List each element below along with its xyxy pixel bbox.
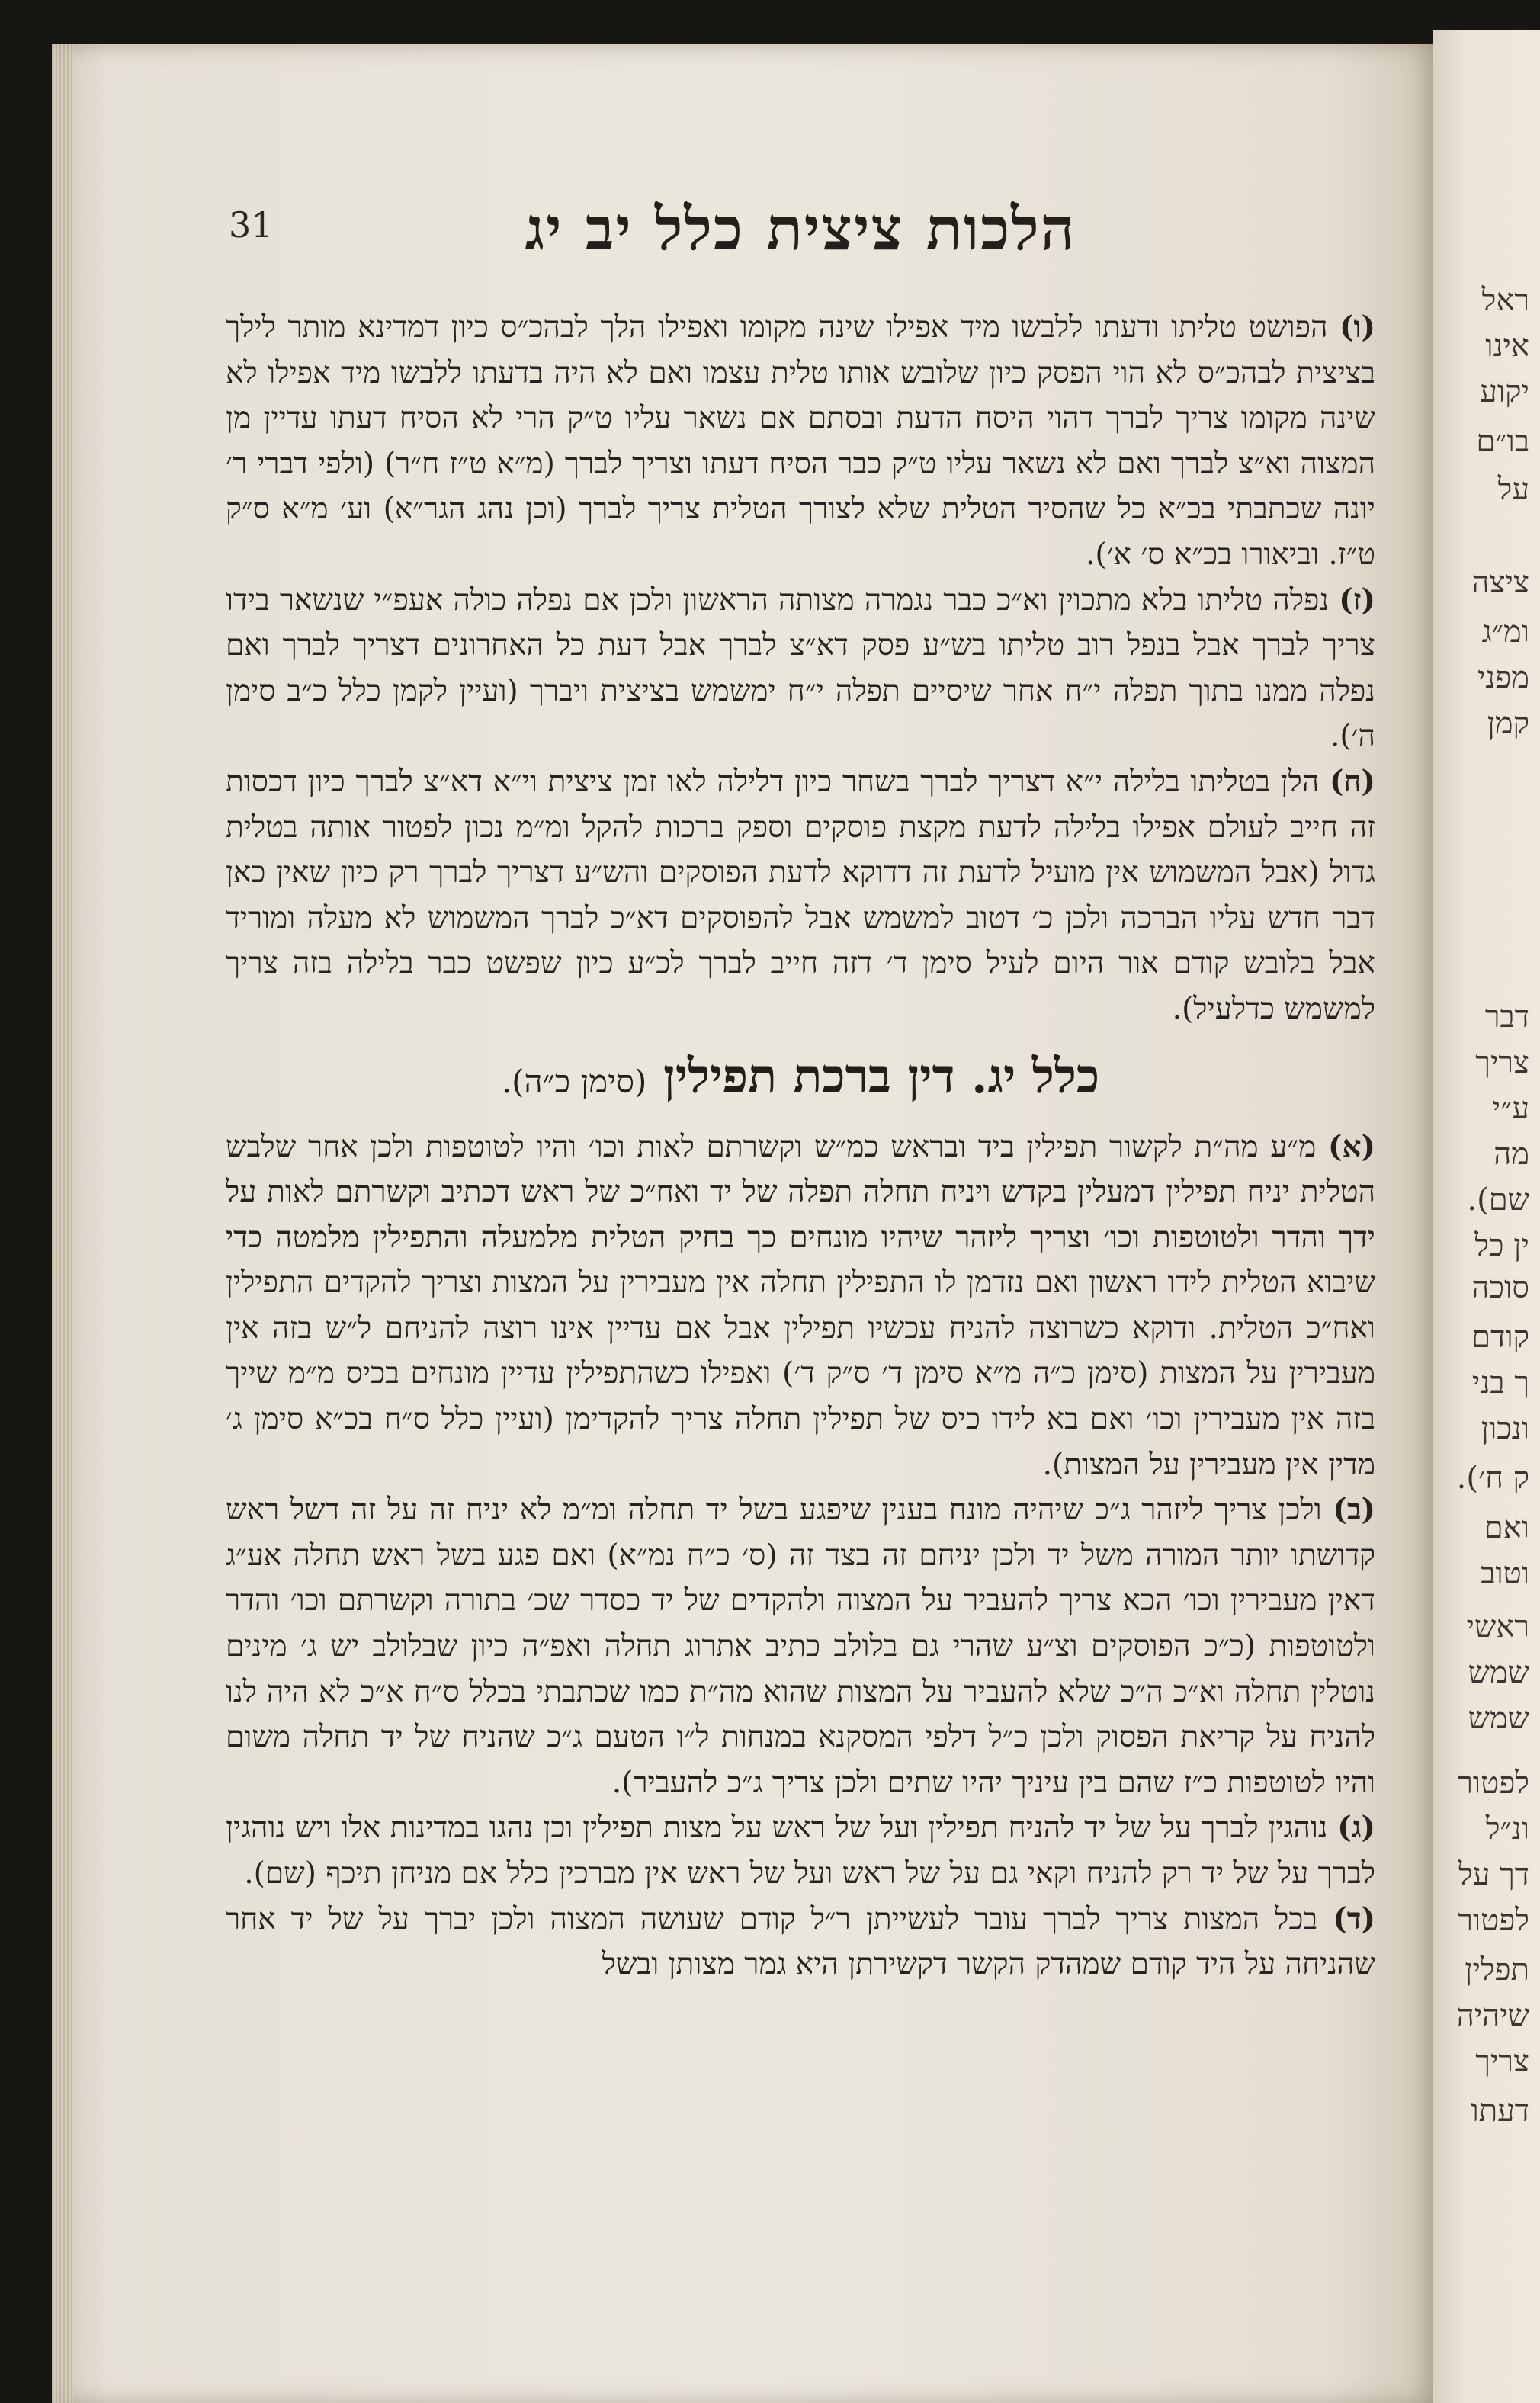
facing-page-fragment: ק ח׳). — [1456, 1461, 1529, 1496]
paragraph-mark: (ד) — [1333, 1901, 1375, 1936]
section-heading-text: כלל יג. דין ברכת תפילין — [663, 1048, 1100, 1104]
facing-page-fragment: דך על — [1458, 1857, 1529, 1892]
page-title: הלכות ציצית כלל יב יג — [525, 194, 1076, 264]
paragraph-text: ולכן צריך ליזהר ג״כ שיהיה מונח בענין שיפגע בשל יד תחלה ומ״מ לא יניח זה על זה דשל ראש קדושתו יותר המורה משל יד ולכן יניחם זה בצד זה (ס׳ כ״ח נמ״א) ואם פגע בשל ראש תחלה אע״ג דאין מעבירין וכו׳ הכא צריך להעביר על המצוה ולהקדים של יד כסדר שכ׳ בתורה וקשרתם וכו׳ והדר ולטוטפות (כ״כ הפוסקים וצ״ע שהרי גם בלולב כתיב אתרוג תחלה ואפ״ה כיון שבלולב יש ג׳ מינים נוטלין תחלה וא״כ ה״כ שלא להעביר על המצות שהוא מה״ת כמו שכתבתי בכלל ס״ח א״כ לא היה לנו להניח על קריאת הפסוק ולכן כ״ל דלפי המסקנא במנחות ל״ו הטעם ג״כ שהניח של יד תחלה משום והיו לטוטפות כ״ז שהם בין עיניך יהיו שתים ולכן צריך ג״כ להעביר). — [226, 1493, 1375, 1800]
facing-page-fragment: שמש — [1468, 1655, 1529, 1690]
facing-page-fragment: קודם — [1471, 1320, 1529, 1355]
facing-page-fragment: דעתו — [1471, 2093, 1529, 2129]
facing-page-fragment: על — [1497, 472, 1529, 507]
facing-page-fragment: מה — [1493, 1137, 1529, 1172]
facing-page-fragment: סוכה — [1471, 1270, 1529, 1305]
paragraph-mark: (ח) — [1330, 763, 1375, 799]
facing-page-fragment: ין כל — [1474, 1228, 1529, 1263]
paragraph-dalet — [226, 1897, 1375, 1988]
facing-page-fragment: ראל — [1481, 283, 1529, 318]
paragraph-chet — [226, 759, 1375, 1032]
facing-page-fragment: ע״י — [1492, 1091, 1529, 1126]
paragraph-bet — [226, 1487, 1375, 1805]
facing-page-fragment: קמן — [1487, 706, 1529, 741]
facing-page-fragment: מפני — [1477, 660, 1529, 695]
paragraph-mark: (א) — [1328, 1128, 1375, 1164]
facing-page-fragment: ונכון — [1481, 1411, 1529, 1446]
facing-page — [1433, 30, 1540, 2403]
facing-page-fragment: ך בני — [1471, 1365, 1529, 1400]
paragraph-mark: (ו) — [1339, 310, 1375, 345]
facing-page-fragment: ומ״ג — [1481, 614, 1529, 650]
section-heading — [226, 1038, 1375, 1120]
facing-page-fragment: שמש — [1468, 1701, 1529, 1736]
paragraph-mark: (ז) — [1339, 582, 1375, 618]
facing-page-fragment: ואם — [1484, 1510, 1529, 1545]
facing-page-fragment: אינו — [1485, 329, 1529, 364]
facing-page-fragment: ציצה — [1471, 565, 1529, 600]
main-text — [226, 305, 1375, 1988]
paragraph-gimel — [226, 1805, 1375, 1896]
paragraph-zayin — [226, 578, 1375, 759]
facing-page-fragment: לפטור — [1458, 1903, 1529, 1938]
page-edge-stack — [52, 44, 73, 2403]
paragraph-mark: (ג) — [1337, 1810, 1375, 1846]
facing-page-fragment: שיהיה — [1456, 1998, 1529, 2033]
paragraph-text: הפושט טליתו ודעתו ללבשו מיד אפילו שינה מקומו ואפילו הלך לבהכ״ס כיון דמדינא מותר לילך בציצית לבהכ״ס לא הוי הפסק כיון שלובש אותו טלית עצמו ואם לא היה בדעתו ללבשו מיד אפילו לא שינה מקומו צריך לברך דהוי היסח הדעת ובסתם אם נשאר עליו ט״ק הרי לא הסיח דעתו עדיין מן המצוה וא״צ לברך ואם לא נשאר עליו ט״ק כבר הסיח דעתו וצריך לברך (מ״א ט״ז ח״ר) (ולפי דברי ר׳ יונה שכתבתי בכ״א כל שהסיר הטלית שלא לצורך הטלית צריך לברך (וכן נהג הגר״א) וע׳ מ״א ס״ק ט״ז. וביאורו בכ״א ס׳ א׳). — [226, 310, 1375, 572]
facing-page-fragment: יקוע — [1480, 374, 1529, 409]
facing-page-fragment: שם). — [1467, 1182, 1529, 1218]
facing-page-fragment: צריך — [1475, 2044, 1529, 2079]
facing-page-fragment: ראשי — [1466, 1609, 1529, 1644]
facing-page-fragment: לפטור — [1458, 1766, 1529, 1801]
section-heading-ref: (סימן כ״ה). — [501, 1062, 647, 1100]
paragraph-vav — [226, 305, 1375, 578]
facing-page-fragment: וטוב — [1481, 1556, 1529, 1591]
facing-page-fragment: תפלין — [1465, 1952, 1529, 1988]
paragraph-text: נוהגין לברך על של יד להניח תפילין ועל של ראש על מצות תפילין וכן נהגו במדינות אלו ויש נוהגין לברך על של יד רק להניח וקאי גם על של ראש ועל של ראש אין מברכין כלל אם מניחן תיכף (שם). — [226, 1811, 1375, 1891]
paragraph-text: נפלה טליתו בלא מתכוין וא״כ כבר נגמרה מצותה הראשון ולכן אם נפלה כולה אעפ״י שנשאר בידו צריך לברך אבל בנפל רוב טליתו בש״ע פסק דא״צ לברך אבל דעת כל האחרונים דצריך לברך ואם נפלה ממנו בתוך תפלה י״ח אחר שיסיים תפלה י״ח ימשמש בציצית ויברך (ועיין לקמן כלל כ״ב סימן ה׳). — [226, 582, 1375, 754]
facing-page-fragment: ונ״ל — [1485, 1811, 1529, 1846]
facing-page-fragment: בו״ם — [1476, 424, 1529, 459]
paragraph-mark: (ב) — [1333, 1492, 1375, 1528]
page-number: 31 — [229, 204, 274, 245]
facing-page-fragment: צריך — [1475, 1045, 1529, 1080]
paragraph-text: הלן בטליתו בלילה י״א דצריך לברך בשחר כיון דלילה לאו זמן ציצית וי״א דא״צ לברך כיון דכסות זה חייב לעולם אפילו בלילה לדעת מקצת פוסקים וספק ברכות להקל ומ״מ נכון לפטור אותה בטלית גדול (אבל המשמוש אין מועיל לדעת זה דדוקא לדעת הפוסקים והש״ע דצריך לברך רק כיון שאין כאן דבר חדש עליו הברכה ולכן כ׳ דטוב למשמש אבל להפוסקים דא״כ לברך המשמוש לא מעלה ומוריד אבל בלובש קודם אור היום לעיל סימן ד׳ דזה חייב לברך לכ״ע כיון שפשט כבר בלילה בזה צריך למשמש כדלעיל). — [226, 764, 1375, 1026]
paragraph-text: מ״ע מה״ת לקשור תפילין ביד ובראש כמ״ש וקשרתם לאות וכו׳ והיו לטוטפות ולכן אחר שלבש הטלית יניח תפילין דמעלין בקדש ויניח תחלה תפלה של יד ואח״כ של ראש דכתיב וקשרתם לאות על ידך והדר ולטוטפות וכו׳ וצריך ליזהר שיהיו מונחים כך בחיק הטלית מלמעלה והתפילין מלמטה כדי שיבוא הטלית לידו ראשון ואם נזדמן לו התפילין תחלה אין מעבירין על המצות וצריך להקדים התפילין ואח״כ הטלית. ודוקא כשרוצה להניח עכשיו תפילין אבל אם עדיין אינו רוצה להניחם ל״ש בזה אין מעבירין על המצות (סימן כ״ה מ״א סימן ד׳ ס״ק ד׳) ואפילו כשהתפילין עדיין מונחים בכיס מ״מ שייך בזה אין מעבירין וכו׳ ואם בא לידו כיס של תפילין תחלה צריך להקדימן (ועיין כלל ס״ח בכ״א סימן ג׳ מדין אין מעבירין על המצות). — [226, 1129, 1375, 1482]
facing-page-fragment: דבר — [1484, 999, 1529, 1035]
paragraph-alef — [226, 1125, 1375, 1488]
paragraph-text: בכל המצות צריך לברך עובר לעשייתן ר״ל קודם שעושה המצוה ולכן יברך על של יד אחר שהניחה על היד קודם שמהדק הקשר דקשירתן היא גמר מצותן ובשל — [226, 1901, 1375, 1982]
